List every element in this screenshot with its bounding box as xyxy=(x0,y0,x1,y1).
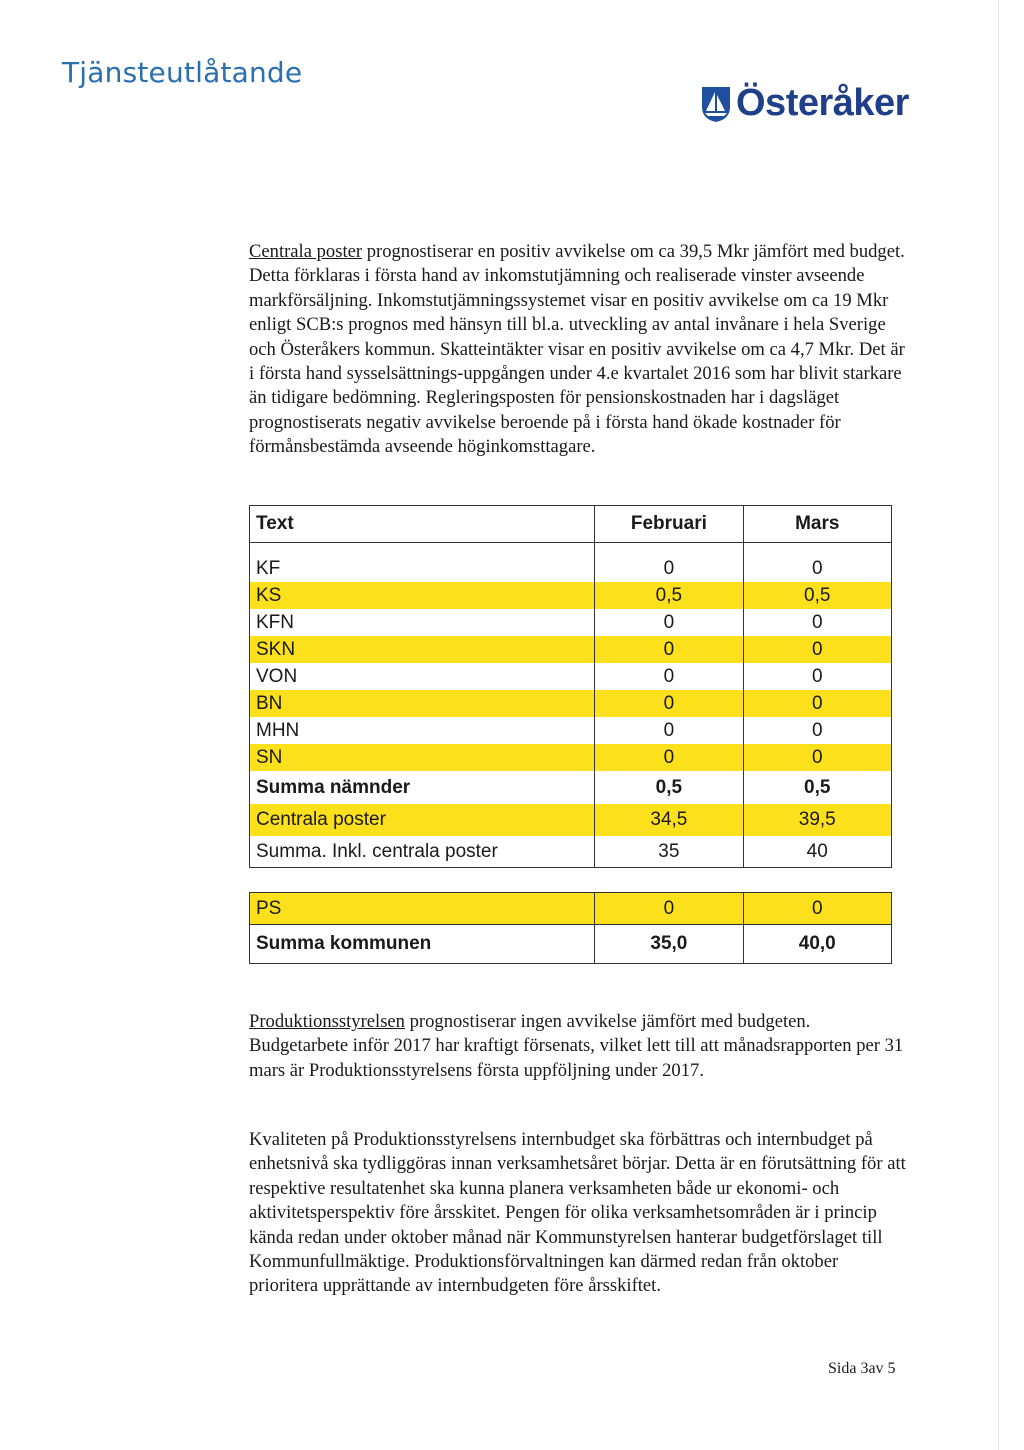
table-row: Summa. Inkl. centrala poster 35 40 xyxy=(250,836,892,868)
table-row: Centrala poster 34,5 39,5 xyxy=(250,804,892,836)
scan-margin-line xyxy=(998,0,999,1450)
municipality-logo xyxy=(700,82,909,125)
header-mars: Mars xyxy=(743,506,892,543)
table-row: VON 0 0 xyxy=(250,663,892,690)
paragraph-centrala-poster xyxy=(249,240,909,460)
paragraph-kvaliteten: Kvaliteten på Produktionsstyrelsens internbudget ska förbättras och internbudget på enhetsnivå ska tydliggöras innan verksamhetsåret börjar. Detta är en förutsättning för att respektive resultatenhet ska kunna planera verksamheten både ur ekonomi- och aktivitetsperspektiv före årsskitet. Pengen för olika verksamhetsområden är i princip kända redan under oktober månad när Kommunstyrelsen hanterar budgetförslaget till Kommunfullmäktige. Produktionsförvaltningen kan därmed redan från oktober prioritera upprättande av internbudgeten före årsskiftet. xyxy=(249,1129,906,1297)
table-row-total: Summa kommunen 35,0 40,0 xyxy=(250,925,892,964)
table-row: MHN 0 0 xyxy=(250,717,892,744)
underlined-heading: Centrala poster xyxy=(249,241,363,262)
table-row: KS 0,5 0,5 xyxy=(250,582,892,609)
paragraph-produktionsstyrelsen xyxy=(249,1010,909,1083)
table-header-row xyxy=(250,506,892,543)
document-type-title: Tjänsteutlåtande xyxy=(62,56,303,89)
table-row: SKN 0 0 xyxy=(250,636,892,663)
page-number: Sida 3av 5 xyxy=(828,1360,896,1377)
table-gap xyxy=(250,868,892,893)
table-row: KF 0 0 xyxy=(250,555,892,582)
sailboat-shield-icon xyxy=(700,85,732,123)
paragraph-text: prognostiserar ingen avvikelse jämfört med budgeten. Budgetarbete inför 2017 har kraftigt försenats, vilket lett till att månadsrapporten per 31 mars är Produktionsstyrelsens första uppföljning under 2017. xyxy=(249,1011,904,1081)
logo-wordmark: Österåker xyxy=(736,82,909,124)
table-row: SN 0 0 xyxy=(250,744,892,771)
header-text: Text xyxy=(250,506,595,543)
underlined-heading: Produktionsstyrelsen xyxy=(249,1011,405,1032)
table-row: BN 0 0 xyxy=(250,690,892,717)
table-row-ps: PS 0 0 xyxy=(250,893,892,925)
table-row-subtotal: Summa nämnder 0,5 0,5 xyxy=(250,771,892,804)
table-spacer xyxy=(250,543,892,556)
budget-deviation-table xyxy=(249,505,892,964)
paragraph-text: prognostiserar en positiv avvikelse om ca 39,5 Mkr jämfört med budget. Detta förklaras i första hand av inkomstutjämning och realiserade vinster avseende markförsäljning. Inkomstutjämningssystemet visar en positiv avvikelse om ca 19 Mkr enligt SCB:s prognos med hänsyn till bl.a. utveckling av antal invånare i hela Sverige och Österåkers kommun. Skatteintäkter visar en positiv avvikelse om ca 4,7 Mkr. Det är i första hand sysselsättnings-uppgången under 4.e kvartalet 2016 som har blivit starkare än tidigare bedömning. Regleringsposten för pensionskostnaden har i dagsläget prognostiserats negativ avvikelse beroende på i första hand ökade kostnader för förmånsbestämda avseende höginkomsttagare. xyxy=(249,241,905,458)
table-row: KFN 0 0 xyxy=(250,609,892,636)
header-februari: Februari xyxy=(595,506,743,543)
